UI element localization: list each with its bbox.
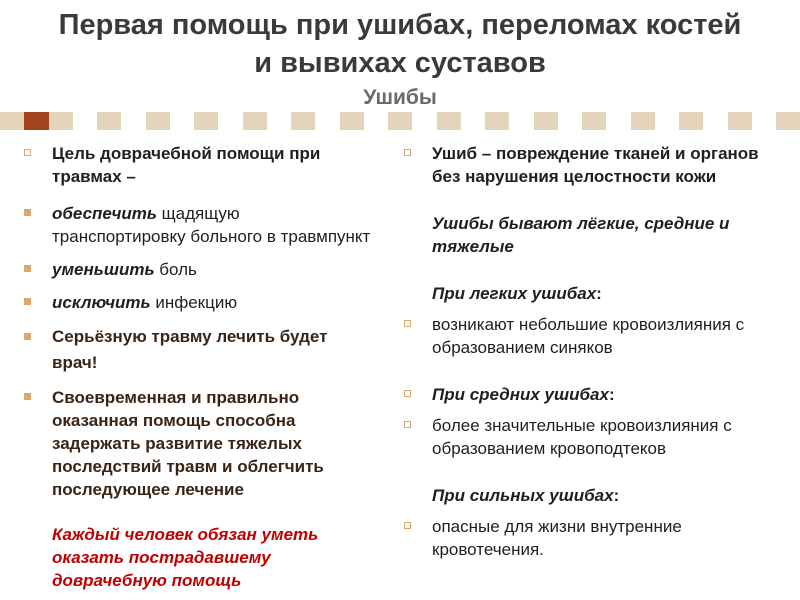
types-text: Ушибы бывают лёгкие, средние и тяжелые [432, 214, 730, 256]
decorative-stripe-band [0, 112, 800, 130]
stripe-accent [24, 112, 48, 130]
item-text: щадящую транспортировку больного в травмпункт [52, 204, 371, 246]
square-bullet-icon [404, 522, 411, 529]
list-item-definition [404, 142, 784, 188]
goal-text: Цель доврачебной помощи при травмах – [52, 144, 321, 186]
list-item-timely [24, 386, 376, 501]
stripe [315, 112, 339, 130]
stripe [49, 112, 73, 130]
stripe [776, 112, 800, 130]
left-column [24, 142, 376, 592]
stripe [73, 112, 97, 130]
square-bullet-icon [404, 149, 411, 156]
stripe [194, 112, 218, 130]
doctor-warning: Серьёзную травму лечить будет врач! [52, 327, 328, 372]
stripe [461, 112, 485, 130]
stripe [534, 112, 558, 130]
stripe [243, 112, 267, 130]
square-bullet-icon [24, 393, 31, 400]
square-bullet-icon [404, 421, 411, 428]
stripe [655, 112, 679, 130]
colon: : [613, 486, 620, 505]
light-heading: При легких ушибах [432, 284, 597, 303]
stripe [218, 112, 242, 130]
item-emphasis: уменьшить [52, 260, 155, 279]
list-item-transport [24, 202, 376, 248]
list-item-medium-text [404, 414, 784, 460]
square-bullet-icon [404, 390, 411, 397]
square-bullet-icon [404, 320, 411, 327]
stripe [267, 112, 291, 130]
section-subtitle: Ушибы [363, 86, 437, 109]
stripe [703, 112, 727, 130]
stripe [509, 112, 533, 130]
page-title [0, 6, 800, 82]
medium-description: более значительные кровоизлияния с образованием кровоподтеков [432, 416, 732, 458]
stripe [558, 112, 582, 130]
item-text: инфекцию [150, 293, 238, 312]
right-column [404, 142, 784, 561]
list-item-severe-text [404, 515, 784, 561]
colon: : [608, 385, 615, 404]
square-bullet-icon [24, 209, 31, 216]
stripe [388, 112, 412, 130]
list-item-infection [24, 291, 376, 314]
stripe [146, 112, 170, 130]
title-line-2: и вывихах суставов [254, 47, 546, 79]
list-item-types [404, 212, 784, 258]
stripe [340, 112, 364, 130]
stripe [412, 112, 436, 130]
list-item-light-text [404, 313, 784, 359]
severe-heading: При сильных ушибах [432, 486, 614, 505]
square-bullet-icon [24, 149, 31, 156]
stripe [679, 112, 703, 130]
light-description: возникают небольшие кровоизлияния с образованием синяков [432, 315, 745, 357]
stripe [437, 112, 461, 130]
timely-help-text: Своевременная и правильно оказанная помощь способна задержать развитие тяжелых последствий травм и облегчить последующее лечение [52, 388, 324, 499]
stripe [170, 112, 194, 130]
colon: : [596, 284, 602, 303]
list-item-medium-head [404, 383, 784, 406]
stripe [0, 112, 24, 130]
stripe [485, 112, 509, 130]
duty-text: Каждый человек обязан уметь оказать пострадавшему доврачебную помощь [52, 525, 319, 590]
title-line-1: Первая помощь при ушибах, переломах костей [58, 9, 742, 41]
list-item-doctor [24, 324, 376, 376]
medium-heading: При средних ушибах [432, 385, 609, 404]
item-emphasis: обеспечить [52, 204, 157, 223]
item-text: боль [154, 260, 197, 279]
stripe [97, 112, 121, 130]
list-item-goal [24, 142, 376, 188]
stripe [121, 112, 145, 130]
square-bullet-icon [24, 298, 31, 305]
stripe [364, 112, 388, 130]
list-item-duty [24, 523, 376, 592]
list-item-light-head [404, 282, 784, 305]
stripe [752, 112, 776, 130]
item-emphasis: исключить [52, 293, 151, 312]
square-bullet-icon [24, 333, 31, 340]
stripe [582, 112, 606, 130]
stripe [291, 112, 315, 130]
list-item-pain [24, 258, 376, 281]
definition-text: Ушиб – повреждение тканей и органов без нарушения целостности кожи [432, 144, 759, 186]
stripe [728, 112, 752, 130]
severe-description: опасные для жизни внутренние кровотечения. [432, 517, 682, 559]
list-item-severe-head [404, 484, 784, 507]
stripe [606, 112, 630, 130]
stripe [631, 112, 655, 130]
square-bullet-icon [24, 265, 31, 272]
